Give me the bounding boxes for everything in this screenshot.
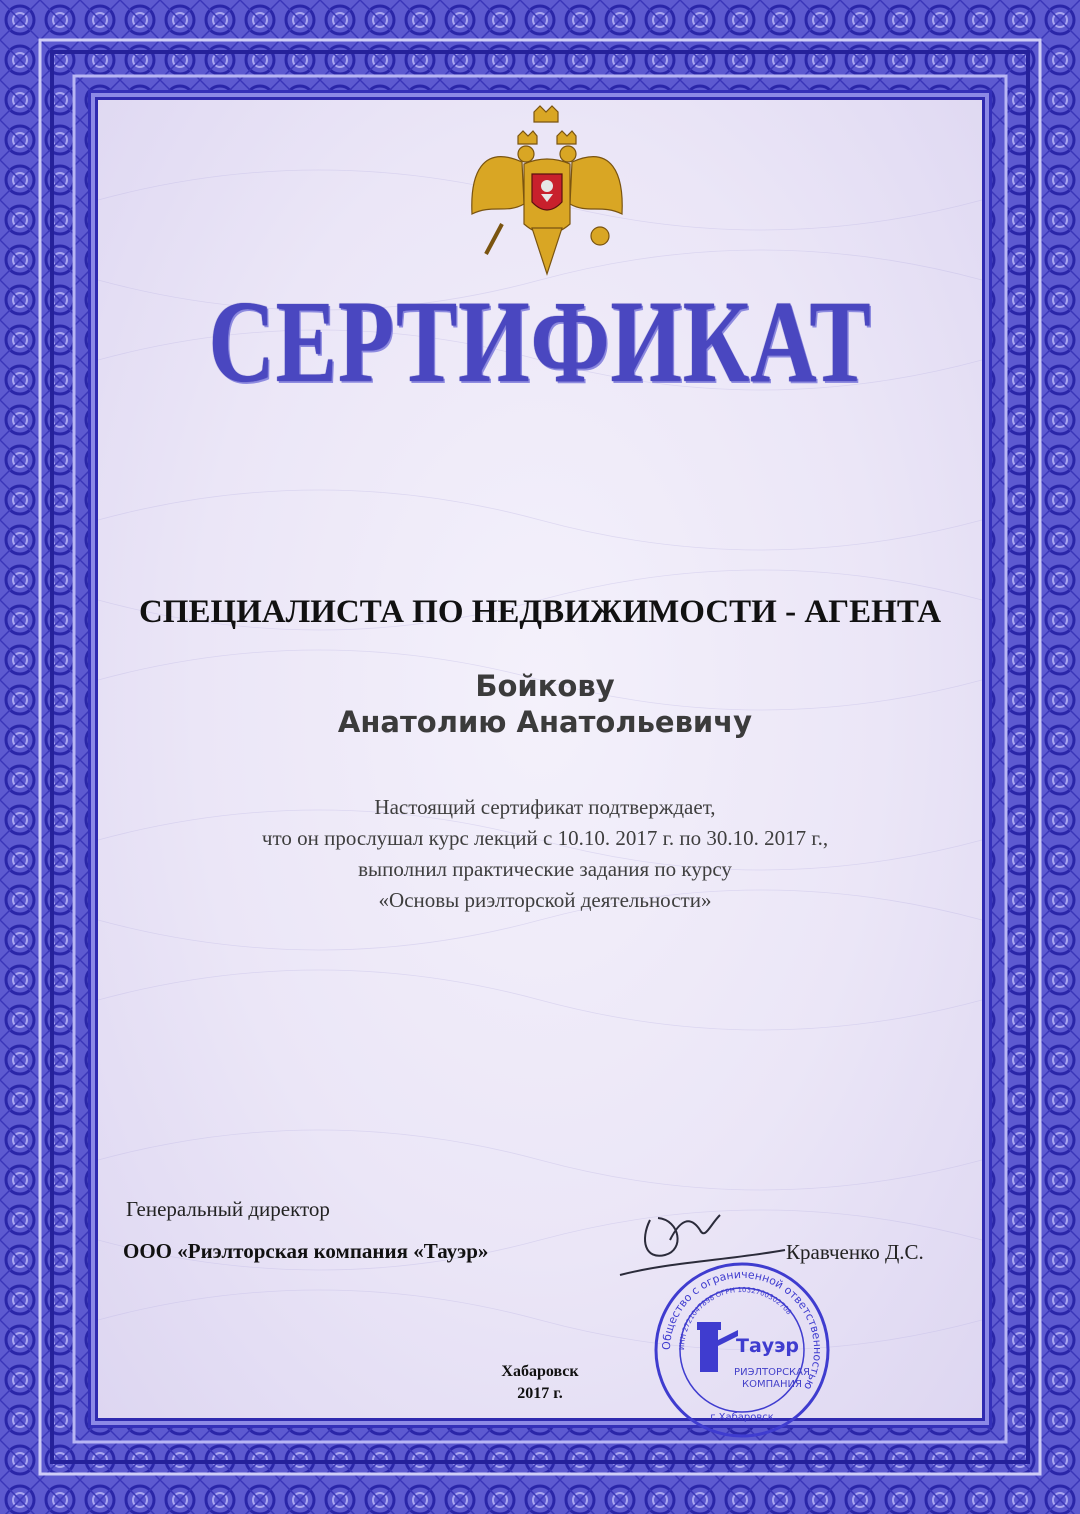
recipient-name (0, 668, 1080, 740)
stamp-registry-text: ИНН 2721047898 ОГРН 1032700302708 (677, 1285, 794, 1351)
statement-line: Настоящий сертификат подтверждает, (374, 795, 716, 819)
recipient-surname: Бойкову (475, 669, 615, 703)
stamp-brand: Тауэр (736, 1335, 800, 1357)
stamp-subtitle (722, 1367, 822, 1391)
certificate-subtitle: СПЕЦИАЛИСТА ПО НЕДВИЖИМОСТИ - АГЕНТА (138, 594, 942, 630)
statement-line: «Основы риэлторской деятельности» (378, 888, 712, 912)
stamp-subtitle-line: КОМПАНИЯ (742, 1379, 802, 1390)
recipient-given-name: Анатолию Анатольевичу (337, 705, 753, 739)
certificate-title: СЕРТИФИКАТ (208, 276, 872, 407)
statement-line: что он прослушал курс лекций с 10.10. 2017 г. по 30.10. 2017 г., (261, 826, 829, 850)
stamp-ring-text: Общество с ограниченной ответственностью (659, 1267, 825, 1392)
signer-name: Кравченко Д.С. (786, 1240, 924, 1264)
coat-of-arms-emblem (462, 104, 632, 282)
statement-line: выполнил практические задания по курсу (358, 857, 732, 881)
director-title: Генеральный директор (126, 1197, 330, 1221)
place-and-year (440, 1361, 640, 1405)
stamp-subtitle-line: РИЭЛТОРСКАЯ (734, 1367, 810, 1378)
stamp-city: г.Хабаровск (710, 1412, 774, 1423)
issue-year: 2017 г. (517, 1385, 563, 1402)
certificate-statement (0, 792, 1080, 916)
city-name: Хабаровск (501, 1363, 579, 1380)
company-name: ООО «Риэлторская компания «Тауэр» (123, 1239, 489, 1263)
